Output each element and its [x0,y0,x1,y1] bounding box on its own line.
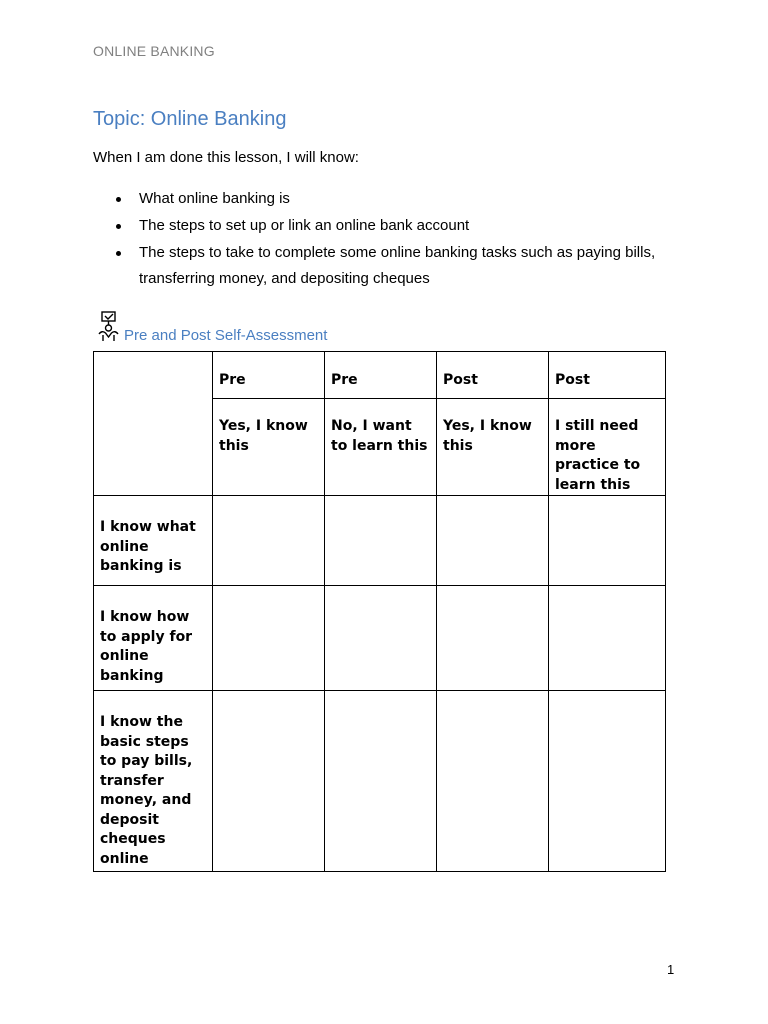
column-header: Pre [213,352,325,399]
bullet-icon [116,251,121,256]
answer-cell[interactable] [325,586,437,691]
table-header-row [94,352,666,399]
page-header: ONLINE BANKING [93,43,215,59]
section-title: Pre and Post Self-Assessment [124,327,328,344]
row-label: I know what online banking is [94,496,213,586]
column-subheader: Yes, I know this [213,399,325,496]
column-header: Post [437,352,549,399]
answer-cell[interactable] [437,586,549,691]
learning-goals-list [93,186,683,293]
answer-cell[interactable] [549,496,666,586]
page-number: 1 [667,962,675,977]
list-item-text: The steps to set up or link an online bank account [139,217,470,234]
column-header: Post [549,352,666,399]
answer-cell[interactable] [213,496,325,586]
answer-cell[interactable] [437,691,549,872]
row-label: I know the basic steps to pay bills, transfer money, and deposit cheques online [94,691,213,872]
answer-cell[interactable] [437,496,549,586]
self-assessment-icon [97,310,121,342]
answer-cell[interactable] [325,691,437,872]
column-header: Pre [325,352,437,399]
bullet-icon [116,224,121,229]
answer-cell[interactable] [213,691,325,872]
list-item-text: The steps to take to complete some online banking tasks such as paying bills, transferring money, and depositing cheques [139,244,656,287]
table-row [94,496,666,586]
answer-cell[interactable] [549,691,666,872]
list-item [93,213,683,239]
column-subheader: No, I want to learn this [325,399,437,496]
intro-text: When I am done this lesson, I will know: [93,149,359,166]
list-item-text: What online banking is [139,190,290,207]
list-item [93,240,683,292]
table-row [94,586,666,691]
page-title: Topic: Online Banking [93,108,287,130]
answer-cell[interactable] [549,586,666,691]
table-row [94,691,666,872]
column-subheader: I still need more practice to learn this [549,399,666,496]
row-label: I know how to apply for online banking [94,586,213,691]
column-subheader: Yes, I know this [437,399,549,496]
list-item [93,186,683,212]
answer-cell[interactable] [325,496,437,586]
answer-cell[interactable] [213,586,325,691]
self-assessment-table [93,351,666,872]
empty-corner-cell [94,352,213,496]
bullet-icon [116,197,121,202]
